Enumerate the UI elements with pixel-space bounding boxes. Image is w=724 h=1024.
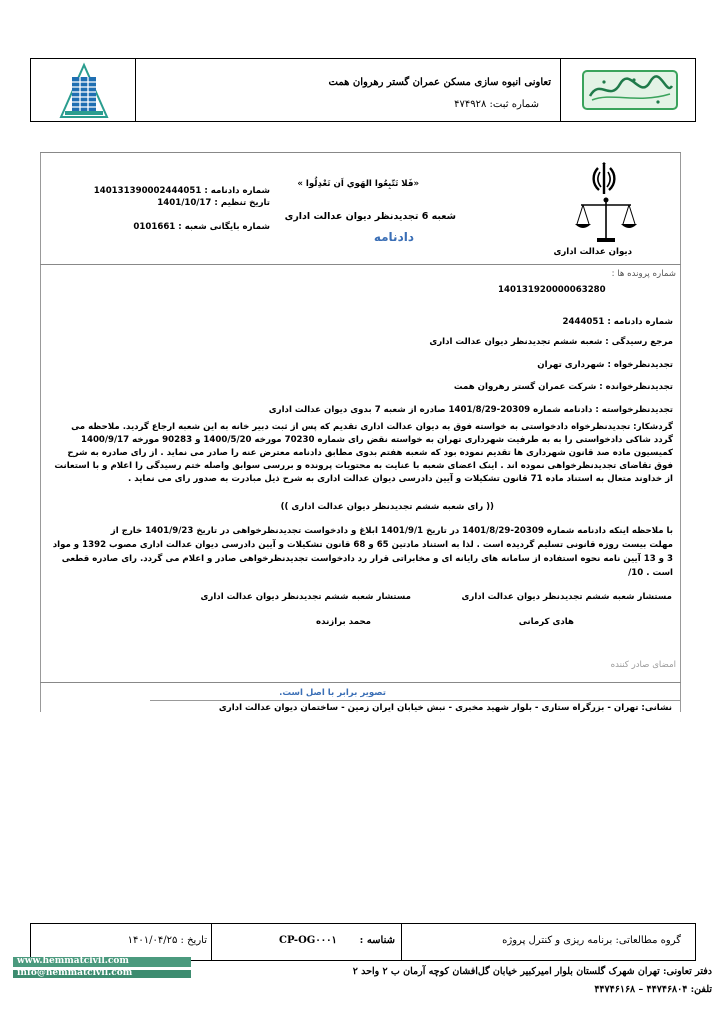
letterhead-divider-left [135,59,136,121]
footer-office-address: دفتر تعاونی: تهران شهرک گلستان بلوار امیرکبیر خیابان گل‌افشان کوچه آرمان ب ۲ واحد ۲ [352,966,712,977]
email-bar [13,970,191,978]
verdict-doc-title: دادنامه [373,230,414,244]
footer-phone: تلفن: ۴۴۷۴۶۸۰۴ – ۴۴۷۴۶۱۶۸ [594,984,712,995]
verdict-line: 3 و 13 آیین نامه نحوه استفاده از سامانه های رایانه ای و مخابراتی قرار رد دادخواست تجدیدنظرخواهی صادر و اعلام می گردد. رای صادره قطعی [61,554,673,564]
report-line: از خداوند متعال به استناد ماده 71 قانون تشکیلات و آیین دادرسی دیوان عدالت اداری به شرح ذیل مبادرت به صدور رای می نماید . [127,474,673,484]
case-label: شماره پرونده ها : [611,269,676,279]
footer-email[interactable]: info@hemmatcivil.com [17,968,133,978]
address-divider [150,700,681,701]
counselor-left-title: مستشار شعبه ششم تجدیدنظر دیوان عدالت اداری [200,592,411,602]
footer-id-label: شناسه : [359,935,395,946]
report-line: کمیسیون ماده صد قانون شهرداری ها تقدیم نموده بود که شعبه هفتم بدوی مطابق دادنامه معترض عنه را صادر می نماید . از رای صادره به شرح [67,448,673,458]
court-name: دیوان عدالت اداری [553,247,632,257]
branch-title: شعبه 6 تجدیدنظر دیوان عدالت اداری [284,211,456,222]
footer-divider [211,924,212,960]
quran-verse: «فَلا تَتّبِعُوا الهَوي اَن تَعْدِلُوا » [297,179,419,189]
court-address: نشانی: تهران - بزرگراه ستاری - بلوار شهید مخبری - نبش خیابان ایران زمین - ساختمان دیوان عدالت اداری [218,703,672,713]
tower-building-logo-icon [45,63,123,117]
letterhead-divider-right [560,59,561,121]
footer-date: تاریخ : ۱۴۰۱/۰۴/۲۵ [127,935,207,946]
appellant-line: تجدیدنظرخواه : شهرداری تهران [537,360,673,370]
doc-border-right [680,152,681,712]
doc-border-top [40,152,681,153]
footer-group: گروه مطالعاتی: برنامه ریزی و کنترل پروژه [502,935,681,946]
case-number: 140131920000063280 [498,285,606,295]
footer-divider [401,924,402,960]
verdict-line: با ملاحظه اینکه دادنامه شماره 20309-1401/8/29 در تاریخ 1401/9/1 ابلاغ و دادخواست تجدیدنظرخواهی در تاریخ 1401/9/23 خارج از [110,526,673,536]
verdict-number-line: شماره دادنامه : 2444051 [562,317,673,327]
verdict-number: شماره دادنامه : 140131390002444051 [93,186,270,196]
archive-number: شماره بایگانی شعبه : 0101661 [133,222,270,232]
verdict-heading: (( رای شعبه ششم تجدیدنظر دیوان عدالت اداری )) [280,502,494,512]
report-line: فوق تقاضای تجدیدنظرخواهی نموده اند . اینک اعضای شعبه با عنایت به محتویات پرونده و بررسی سوابق واصله ختم رسیدگی را اعلام و با استعانت [54,461,673,471]
verdict-line: است . 10/ [628,568,673,578]
reference-line: مرجع رسیدگی : شعبه ششم تجدیدنظر دیوان عدالت اداری [429,337,673,347]
issue-date: تاریخ تنظیم : 1401/10/17 [157,198,270,208]
rahrovan-hemmat-logo-icon [582,70,678,110]
footer-website[interactable]: www.hemmatcivil.com [17,956,129,966]
website-bar [13,957,191,967]
counselor-left-name: محمد برازنده [316,617,371,627]
verdict-line: مهلت بیست روزه قانونی تسلیم گردیده است . لذا به استناد مادتین 65 و 68 قانون تشکیلات و آیین دادرسی دیوان عدالت اداری مصوب 1392 و مواد [52,540,673,550]
issuer-signature-label: امضای صادر کننده [610,660,676,670]
footer-table [30,923,696,961]
iran-emblem-icon [589,162,619,196]
scales-of-justice-icon [573,196,639,244]
respondent-line: تجدیدنظرخوانده : شرکت عمران گستر رهروان همت [453,382,673,392]
footer-id-value: CP-OG۰۰۰۱ [279,935,337,946]
registration-number: شماره ثبت: ۴۷۴۹۲۸ [454,99,539,110]
true-copy-note: تصویر برابر با اصل است. [279,688,386,698]
counselor-right-title: مستشار شعبه ششم تجدیدنظر دیوان عدالت اداری [461,592,672,602]
report-line: گردد شاکی دادخواستی را به به طرفیت شهرداری تهران به خواسته نقض رای شماره 70230 مورخه 1400/5/20 و 90283 مورخه 1400/9/17 [80,435,673,445]
company-name: تعاونی انبوه سازی مسکن عمران گستر رهروان همت [328,77,551,88]
counselor-right-name: هادی کرمانی [518,617,574,627]
doc-divider [40,264,681,265]
subject-line: تجدیدنظرخواسته : دادنامه شماره 20309-1401/8/29 صادره از شعبه 7 بدوی دیوان عدالت اداری [268,405,673,415]
doc-divider-bottom [40,682,681,683]
letterhead [30,58,696,122]
doc-border-left [40,152,41,712]
report-line: گردشکار: تجدیدنظرخواه دادخواستی به خواسته فوق به دیوان عدالت اداری تقدیم که پس از ثبت دبیر خانه به این شعبه ارجاع گردید. ملاحظه می [71,422,673,432]
